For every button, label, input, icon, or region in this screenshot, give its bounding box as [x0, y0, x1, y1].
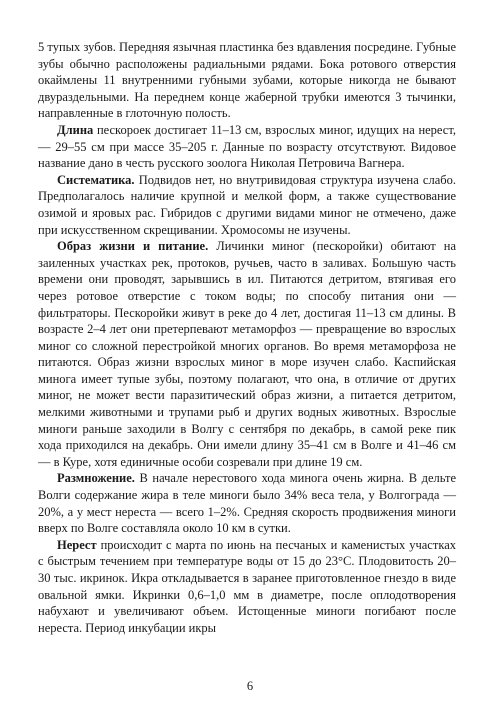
- paragraph-systematics: [38, 172, 456, 238]
- section-heading-length: Длина: [57, 122, 94, 137]
- paragraph-text: В начале нерестового хода минога очень жирна. В дельте Волги содержание жира в теле миноги было 34% веса тела, у Волгограда — 20%, а у мест нереста — всего 1–2%. Средняя скорость продвижения миноги вверх по Волге составляла около 10 км в сутки.: [38, 471, 457, 536]
- section-heading-lifestyle-feeding: Образ жизни и питание.: [57, 239, 209, 254]
- section-heading-systematics: Систематика.: [57, 172, 135, 187]
- section-heading-reproduction: Размножение.: [57, 471, 135, 486]
- section-heading-spawning: Нерест: [57, 537, 97, 552]
- paragraph-reproduction: [38, 470, 456, 536]
- paragraph-text: пескороек достигает 11–13 см, взрослых миног, идущих на нерест, — 29–55 см при массе 35–205 г. Данные по возрасту отсутствуют. Видовое название дано в честь русского зоолога Николая Петровича Вагнера.: [38, 122, 456, 171]
- page-number: 6: [246, 679, 254, 693]
- paragraph-lifestyle-feeding: [38, 238, 456, 470]
- paragraph-length: [38, 122, 456, 172]
- paragraph-spawning: [38, 537, 456, 637]
- paragraph-text: 5 тупых зубов. Передняя язычная пластинка без вдавления посредине. Губные зубы обычно расположены радиальными рядами. Бока ротового отверстия окаймлены 11 внутренними губными зубами, которые никогда не бывают двураздельными. На переднем конце жаберной трубки имеются 3 тычинки, направленные в глоточную полость.: [38, 40, 456, 121]
- paragraph-text: Личинки миног (пескоройки) обитают на заиленных участках рек, протоков, ручьев, часто в заливах. Большую часть времени они проводят, зарывшись в ил. Питаются детритом, втягивая его через ротовое отверстие с током воды; по способу питания они — фильтраторы. Пескоройки живут в реке до 4 лет, достигая 11–13 см длины. В возрасте 2–4 лет они претерпевают метаморфоз — превращение во взрослых миног со сложной перестройкой многих органов. Во время метаморфоза не питаются. Образ жизни взрослых миног в море изучен слабо. Каспийская минога имеет тупые зубы, поэтому полагают, что она, в отличие от других миног, не может вести паразитический образ жизни, а питается детритом, мелкими животными и трупами рыб и других водных животных. Взрослые миноги раньше заходили в Волгу с сентября по декабрь, в самой реке пик хода приходился на декабрь. Они имели длину 35–41 см в Волге и 41–46 см — в Куре, хотя единичные особи созревали при длине 19 см.: [38, 239, 456, 469]
- paragraph-text: Подвидов нет, но внутривидовая структура изучена слабо. Предполагалось наличие крупной и мелкой форм, а также существование озимой и яровых рас. Гибридов с другими видами миног не отмечено, даже при искусственном скрещивании. Хромосомы не изучены.: [38, 172, 456, 237]
- paragraph-teeth-description: [38, 39, 456, 122]
- paragraph-text: происходит с марта по июнь на песчаных и каменистых участках с быстрым течением при температуре воды от 15 до 23°С. Плодовитость 20–30 тыс. икринок. Икра откладывается в заранее приготовленное гнездо в виде овальной ямки. Икринки 0,6–1,0 мм в диаметре, после оплодотворения набухают и увеличивают объем. Истощенные миноги погибают после нереста. Период инкубации икры: [38, 537, 457, 635]
